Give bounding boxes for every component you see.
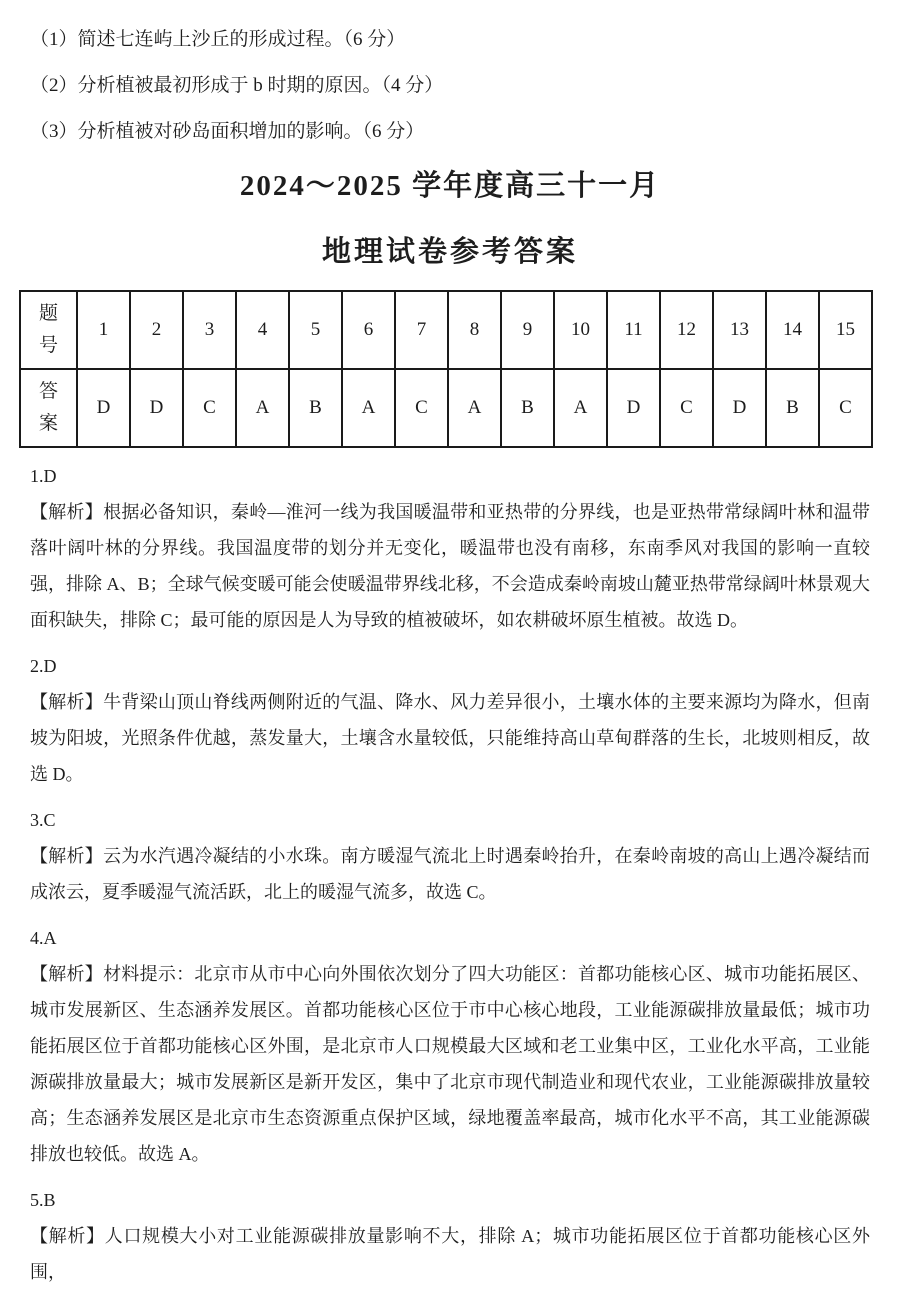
answer-row-header — [20, 369, 77, 447]
question-number-cell: 12 — [660, 291, 713, 369]
question-number-cell: 9 — [501, 291, 554, 369]
answer-cell: C — [660, 369, 713, 447]
explanation-text-3: 【解析】云为水汽遇冷凝结的小水珠。南方暖湿气流北上时遇秦岭抬升，在秦岭南坡的高山上遇冷凝结而成浓云，夏季暖湿气流活跃，北上的暖湿气流多，故选 C。 — [30, 846, 870, 902]
answer-cell: D — [77, 369, 130, 447]
document-title: 2024～2025 学年度高三十一月 — [239, 170, 661, 202]
question-number-cell: 6 — [342, 291, 395, 369]
question-number-cell: 2 — [130, 291, 183, 369]
explanation-text-4: 【解析】材料提示：北京市从市中心向外围依次划分了四大功能区：首都功能核心区、城市功能拓展区、城市发展新区、生态涵养发展区。首都功能核心区位于市中心核心地段，工业能源碳排放量最低；城市功能拓展区位于首都功能核心区外围，是北京市人口规模最大区域和老工业集中区，工业化水平高，工业能源碳排放量最大；城市发展新区是新开发区，集中了北京市现代制造业和现代农业，工业能源碳排放量较高；生态涵养发展区是北京市生态资源重点保护区域，绿地覆盖率最高，城市化水平不高，其工业能源碳排放也较低。故选 A。 — [30, 964, 870, 1164]
question-number-cell: 5 — [289, 291, 342, 369]
answer-cell: D — [130, 369, 183, 447]
answer-label-2: 2.D — [30, 656, 57, 676]
question-number-cell: 15 — [819, 291, 872, 369]
explanation-text-1: 【解析】根据必备知识，秦岭—淮河一线为我国暖温带和亚热带的分界线，也是亚热带常绿阔叶林和温带落叶阔叶林的分界线。我国温度带的划分并无变化，暖温带也没有南移，东南季风对我国的影响一直较强，排除 A、B；全球气候变暖可能会使暖温带界线北移，不会造成秦岭南坡山麓亚热带常绿阔叶林景观大面积缺失，排除 C；最可能的原因是人为导致的植被破坏，如农耕破坏原生植被。故选 D。 — [30, 502, 870, 630]
answer-cell: A — [448, 369, 501, 447]
answer-label-3: 3.C — [30, 810, 56, 830]
question-number-cell: 3 — [183, 291, 236, 369]
answer-cell: D — [713, 369, 766, 447]
explanation-text-5: 【解析】人口规模大小对工业能源碳排放量影响不大，排除 A；城市功能拓展区位于首都功能核心区外围， — [30, 1226, 870, 1282]
answer-label-5: 5.B — [30, 1190, 56, 1210]
explanation-block-4 — [30, 920, 870, 1172]
answer-cell: A — [342, 369, 395, 447]
answer-row-header-label: 答案 — [38, 380, 58, 434]
explanation-block-1 — [30, 458, 870, 638]
answer-row — [20, 369, 872, 447]
question-line-3: （3）分析植被对砂岛面积增加的影响。（6 分） — [30, 121, 425, 142]
question-number-cell: 14 — [766, 291, 819, 369]
question-number-cell: 1 — [77, 291, 130, 369]
explanation-text-2: 【解析】牛背梁山顶山脊线两侧附近的气温、降水、风力差异很小，土壤水体的主要来源均为降水，但南坡为阳坡，光照条件优越，蒸发量大，土壤含水量较低，只能维持高山草甸群落的生长，北坡则相反，故选 D。 — [30, 692, 870, 784]
question-number-cell: 11 — [607, 291, 660, 369]
question-row-header-label: 题号 — [38, 302, 58, 356]
question-number-cell: 7 — [395, 291, 448, 369]
answer-cell: A — [554, 369, 607, 447]
question-line-2: （2）分析植被最初形成于 b 时期的原因。（4 分） — [30, 75, 444, 96]
answer-cell: B — [501, 369, 554, 447]
question-number-row — [20, 291, 872, 369]
explanation-block-3 — [30, 802, 870, 910]
answer-label-4: 4.A — [30, 928, 57, 948]
answer-cell: C — [395, 369, 448, 447]
question-number-cell: 8 — [448, 291, 501, 369]
document-subtitle: 地理试卷参考答案 — [321, 236, 578, 268]
question-number-cell: 4 — [236, 291, 289, 369]
question-number-cell: 13 — [713, 291, 766, 369]
answer-key-table — [19, 290, 873, 448]
question-line-1: （1）简述七连屿上沙丘的形成过程。（6 分） — [30, 29, 406, 50]
answer-cell: B — [289, 369, 342, 447]
explanation-block-5 — [30, 1182, 870, 1290]
answer-cell: A — [236, 369, 289, 447]
question-row-header — [20, 291, 77, 369]
answer-label-1: 1.D — [30, 466, 57, 486]
explanation-block-2 — [30, 648, 870, 792]
question-number-cell: 10 — [554, 291, 607, 369]
answer-cell: C — [183, 369, 236, 447]
answer-cell: B — [766, 369, 819, 447]
answer-cell: D — [607, 369, 660, 447]
answer-cell: C — [819, 369, 872, 447]
